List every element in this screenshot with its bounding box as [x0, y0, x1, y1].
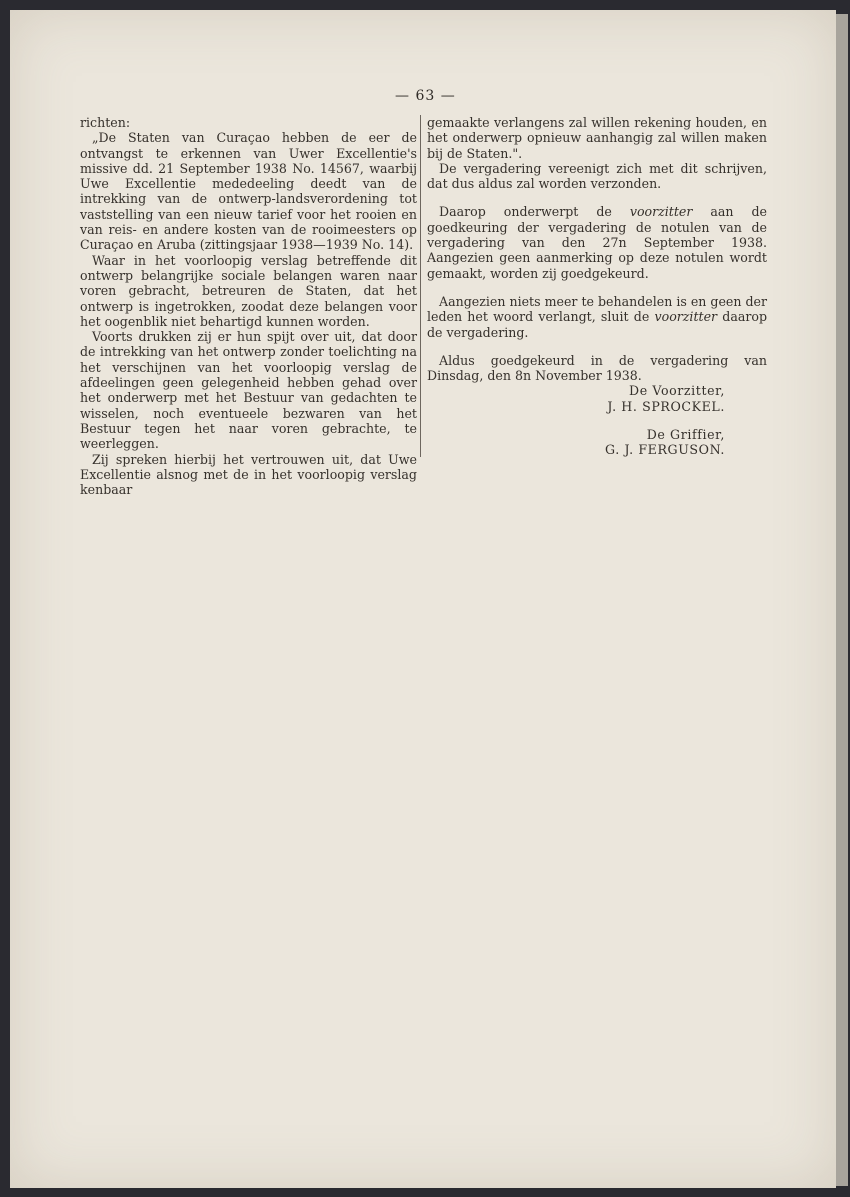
paragraph: richten: — [80, 115, 131, 130]
page-edge — [836, 14, 848, 1186]
paragraph: gemaakte verlangens zal willen rekening houden, en het onderwerp opnieuw aanhangig zal willen maken bij de Staten.". — [427, 115, 767, 161]
clerk-name: G. J. FERGUSON. — [605, 442, 725, 458]
paragraph: De vergadering vereenigt zich met dit schrijven, dat dus aldus zal worden verzonden. — [427, 160, 767, 192]
paragraph: „De Staten van Curaçao hebben de eer de ontvangst te erkennen van Uwer Excellentie's missive dd. 21 September 1938 No. 14567, waarbij Uwe Excellentie mededeeling deedt van de intrekking van de ontwerp-landsverordening tot vaststelling van een nieuw tarief voor het rooien en van reis- en andere kosten van de rooimeesters op Curaçao en Aruba (zittingsjaar 1938—1939 No. 14). — [80, 130, 417, 253]
paragraph: Aldus goedgekeurd in de vergadering van Dinsdag, den 8n November 1938. — [427, 352, 767, 384]
clerk-title: De Griffier, — [646, 427, 725, 443]
paragraph: Daarop onderwerpt de voorzitter aan de goedkeuring der vergadering de notulen van de vergadering van den 27n September 1938. Aangezien geen aanmerking op deze notulen wordt gemaakt, worden zij goedgekeurd. — [427, 204, 768, 281]
right-column — [427, 115, 767, 458]
paragraph: Aangezien niets meer te behandelen is en geen der leden het woord verlangt, sluit de voorzitter daarop de vergadering. — [427, 293, 767, 340]
left-column — [80, 115, 417, 497]
paragraph: Zij spreken hierbij het vertrouwen uit, dat Uwe Excellentie alsnog met de in het voorloopig verslag kenbaar — [80, 451, 417, 498]
chair-title: De Voorzitter, — [629, 383, 725, 399]
page-number: — 63 — — [395, 88, 456, 104]
column-divider — [420, 115, 421, 457]
paragraph: Voorts drukken zij er hun spijt over uit, dat door de intrekking van het ontwerp zonder toelichting na het verschijnen van het voorloopig verslag de afdeelingen geen gelegenheid hebben gehad over het onderwerp met het Bestuur van gedachten te wisselen, noch eventueele bezwaren van het Bestuur tegen het naar voren gebrachte, te weerleggen. — [80, 329, 417, 452]
paragraph: Waar in het voorloopig verslag betreffende dit ontwerp belangrijke sociale belangen waren naar voren gebracht, betreuren de Staten, dat het ontwerp is ingetrokken, zoodat deze belangen voor het oogenblik niet behartigd kunnen worden. — [80, 252, 417, 329]
chair-name: J. H. SPROCKEL. — [607, 398, 725, 414]
